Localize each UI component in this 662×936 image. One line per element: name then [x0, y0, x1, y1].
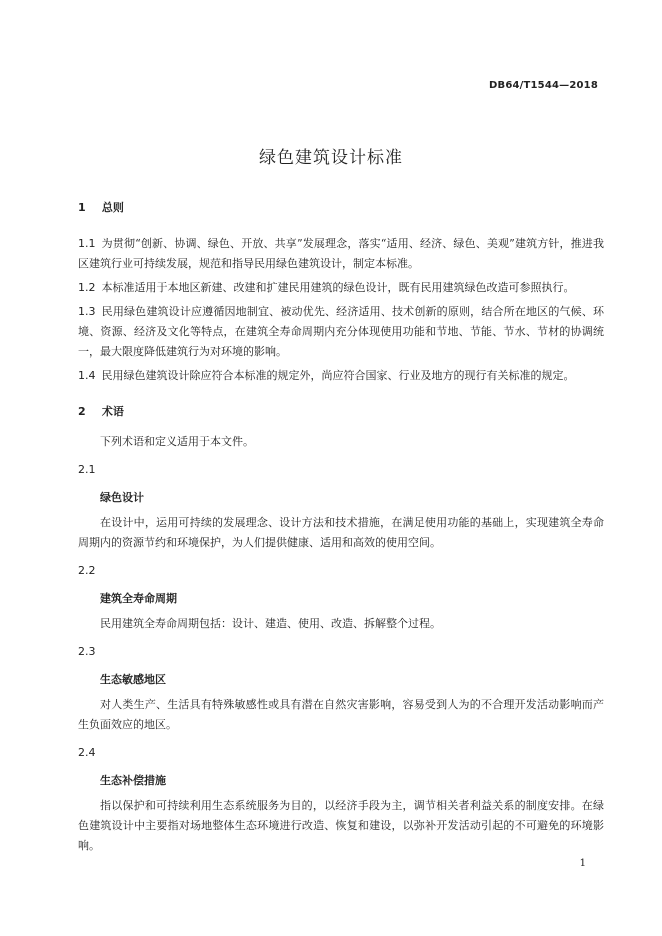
- term-definition-2-1: 在设计中，运用可持续的发展理念、设计方法和技术措施，在满足使用功能的基础上，实现建筑全寿命周期内的资源节约和环境保护，为人们提供健康、适用和高效的使用空间。: [78, 516, 604, 549]
- clause-1-4: [78, 366, 604, 386]
- clause-1-1: [78, 234, 604, 274]
- term-number-2-4: 2.4: [78, 746, 96, 759]
- page-number: 1: [579, 858, 586, 869]
- clause-number: 1.1: [78, 237, 96, 250]
- term-name-2-1: 绿色设计: [100, 491, 144, 504]
- clause-1-3: [78, 302, 604, 362]
- section-heading-general: [78, 200, 604, 216]
- term-name-2-2: 建筑全寿命周期: [100, 592, 177, 605]
- clause-1-2: [78, 278, 604, 298]
- clause-number: 1.3: [78, 305, 96, 318]
- term-definition-2-3: 对人类生产、生活具有特殊敏感性或具有潜在自然灾害影响，容易受到人为的不合理开发活动影响而产生负面效应的地区。: [78, 698, 604, 731]
- section-number: 2: [78, 405, 86, 418]
- term-number-2-1: 2.1: [78, 463, 96, 476]
- clause-text: 民用绿色建筑设计除应符合本标准的规定外，尚应符合国家、行业及地方的现行有关标准的规定。: [101, 369, 575, 382]
- term-name-2-4: 生态补偿措施: [100, 774, 166, 787]
- term-number-2-3: 2.3: [78, 645, 96, 658]
- clause-text: 为贯彻“创新、协调、绿色、开放、共享”发展理念，落实“适用、经济、绿色、美观”建筑方针，推进我区建筑行业可持续发展，规范和指导民用绿色建筑设计，制定本标准。: [78, 237, 604, 270]
- document-title: 绿色建筑设计标准: [259, 148, 403, 168]
- section-title: 总则: [101, 201, 124, 214]
- clause-text: 本标准适用于本地区新建、改建和扩建民用建筑的绿色设计，既有民用建筑绿色改造可参照执行。: [101, 281, 575, 294]
- section-heading-terms: [78, 404, 604, 420]
- section-title: 术语: [101, 405, 124, 418]
- terms-intro: 下列术语和定义适用于本文件。: [100, 435, 254, 448]
- term-definition-2-4: 指以保护和可持续利用生态系统服务为目的，以经济手段为主，调节相关者利益关系的制度安排。在绿色建筑设计中主要指对场地整体生态环境进行改造、恢复和建设，以弥补开发活动引起的不可避免的环境影响。: [78, 799, 604, 852]
- clause-number: 1.2: [78, 281, 96, 294]
- clause-text: 民用绿色建筑设计应遵循因地制宜、被动优先、经济适用、技术创新的原则，结合所在地区的气候、环境、资源、经济及文化等特点，在建筑全寿命周期内充分体现使用功能和节地、节能、节水、节材的协调统一，最大限度降低建筑行为对环境的影响。: [78, 305, 604, 358]
- term-number-2-2: 2.2: [78, 564, 96, 577]
- clause-number: 1.4: [78, 369, 96, 382]
- term-name-2-3: 生态敏感地区: [100, 673, 166, 686]
- document-code: DB64/T1544—2018: [489, 80, 598, 91]
- document-body: [78, 200, 604, 864]
- section-number: 1: [78, 201, 86, 214]
- term-definition-2-2: 民用建筑全寿命周期包括：设计、建造、使用、改造、拆解整个过程。: [100, 617, 441, 630]
